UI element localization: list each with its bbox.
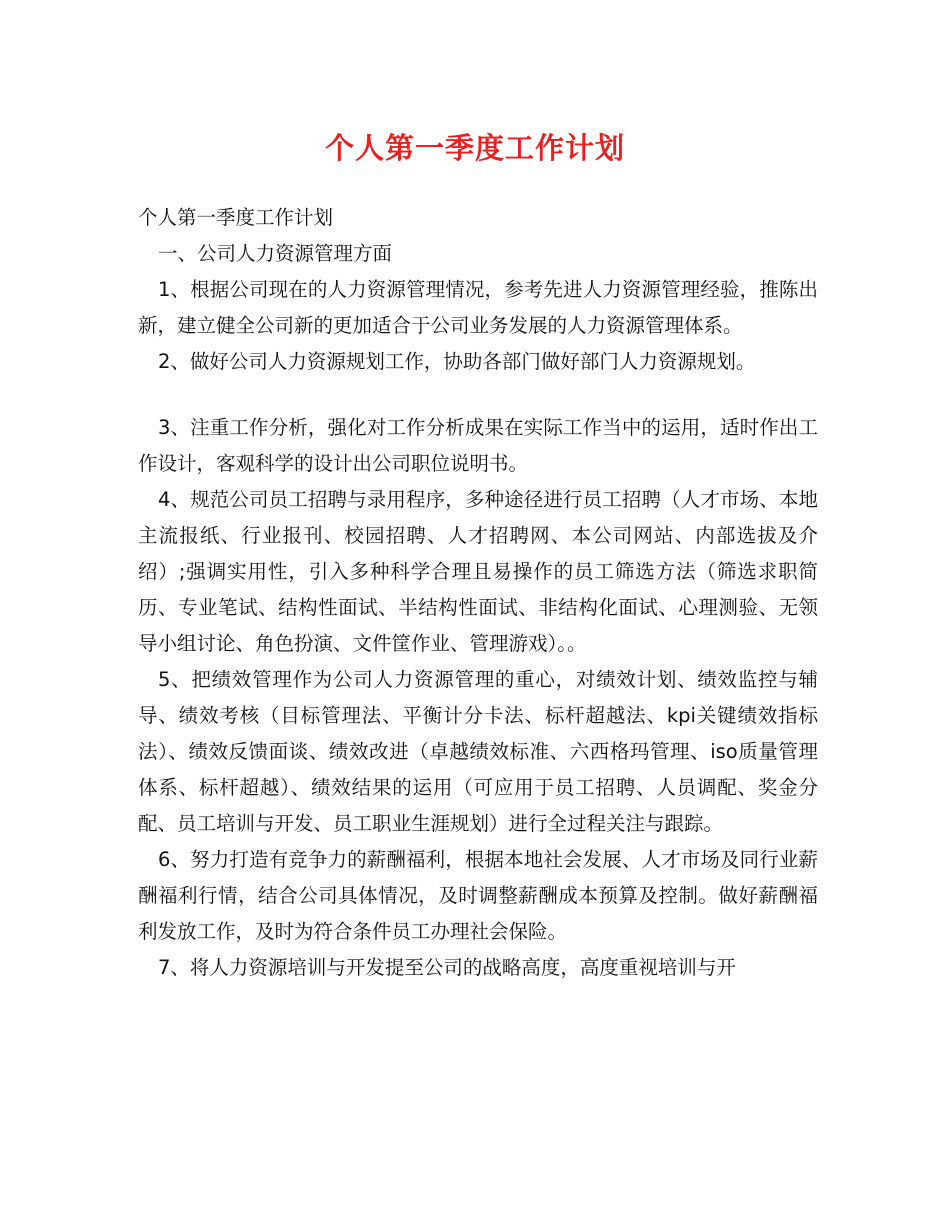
paragraph-heading: 个人第一季度工作计划	[138, 206, 334, 229]
paragraph-item-1: 1、根据公司现在的人力资源管理情况，参考先进人力资源管理经验，推陈出新，建立健全公司新的更加适合于公司业务发展的人力资源管理体系。	[138, 278, 818, 337]
document-body	[138, 200, 818, 986]
paragraph-item-4: 4、规范公司员工招聘与录用程序，多种途径进行员工招聘（人才市场、本地主流报纸、行业报刊、校园招聘、人才招聘网、本公司网站、内部选拔及介绍）;强调实用性，引入多种科学合理且易操作的员工筛选方法（筛选求职简历、专业笔试、结构性面试、半结构性面试、非结构化面试、心理测验、无领导小组讨论、角色扮演、文件筐作业、管理游戏）。。	[138, 488, 818, 655]
paragraph-item-5: 5、把绩效管理作为公司人力资源管理的重心，对绩效计划、绩效监控与辅导、绩效考核（目标管理法、平衡计分卡法、标杆超越法、kpi关键绩效指标法）、绩效反馈面谈、绩效改进（卓越绩效标准、六西格玛管理、iso质量管理体系、标杆超越）、绩效结果的运用（可应用于员工招聘、人员调配、奖金分配、员工培训与开发、员工职业生涯规划）进行全过程关注与跟踪。	[138, 668, 818, 835]
document-title: 个人第一季度工作计划	[324, 131, 625, 165]
paragraph-item-3: 3、注重工作分析，强化对工作分析成果在实际工作当中的运用，适时作出工作设计，客观科学的设计出公司职位说明书。	[138, 416, 818, 475]
paragraph-item-2: 2、做好公司人力资源规划工作，协助各部门做好部门人力资源规划。	[158, 350, 756, 373]
section-heading: 一、公司人力资源管理方面	[158, 242, 393, 265]
paragraph-item-6: 6、努力打造有竞争力的薪酬福利，根据本地社会发展、人才市场及同行业薪酬福利行情，结合公司具体情况，及时调整薪酬成本预算及控制。做好薪酬福利发放工作，及时为符合条件员工办理社会保险。	[138, 848, 818, 943]
paragraph-item-7: 7、将人力资源培训与开发提至公司的战略高度，高度重视培训与开	[158, 956, 736, 979]
